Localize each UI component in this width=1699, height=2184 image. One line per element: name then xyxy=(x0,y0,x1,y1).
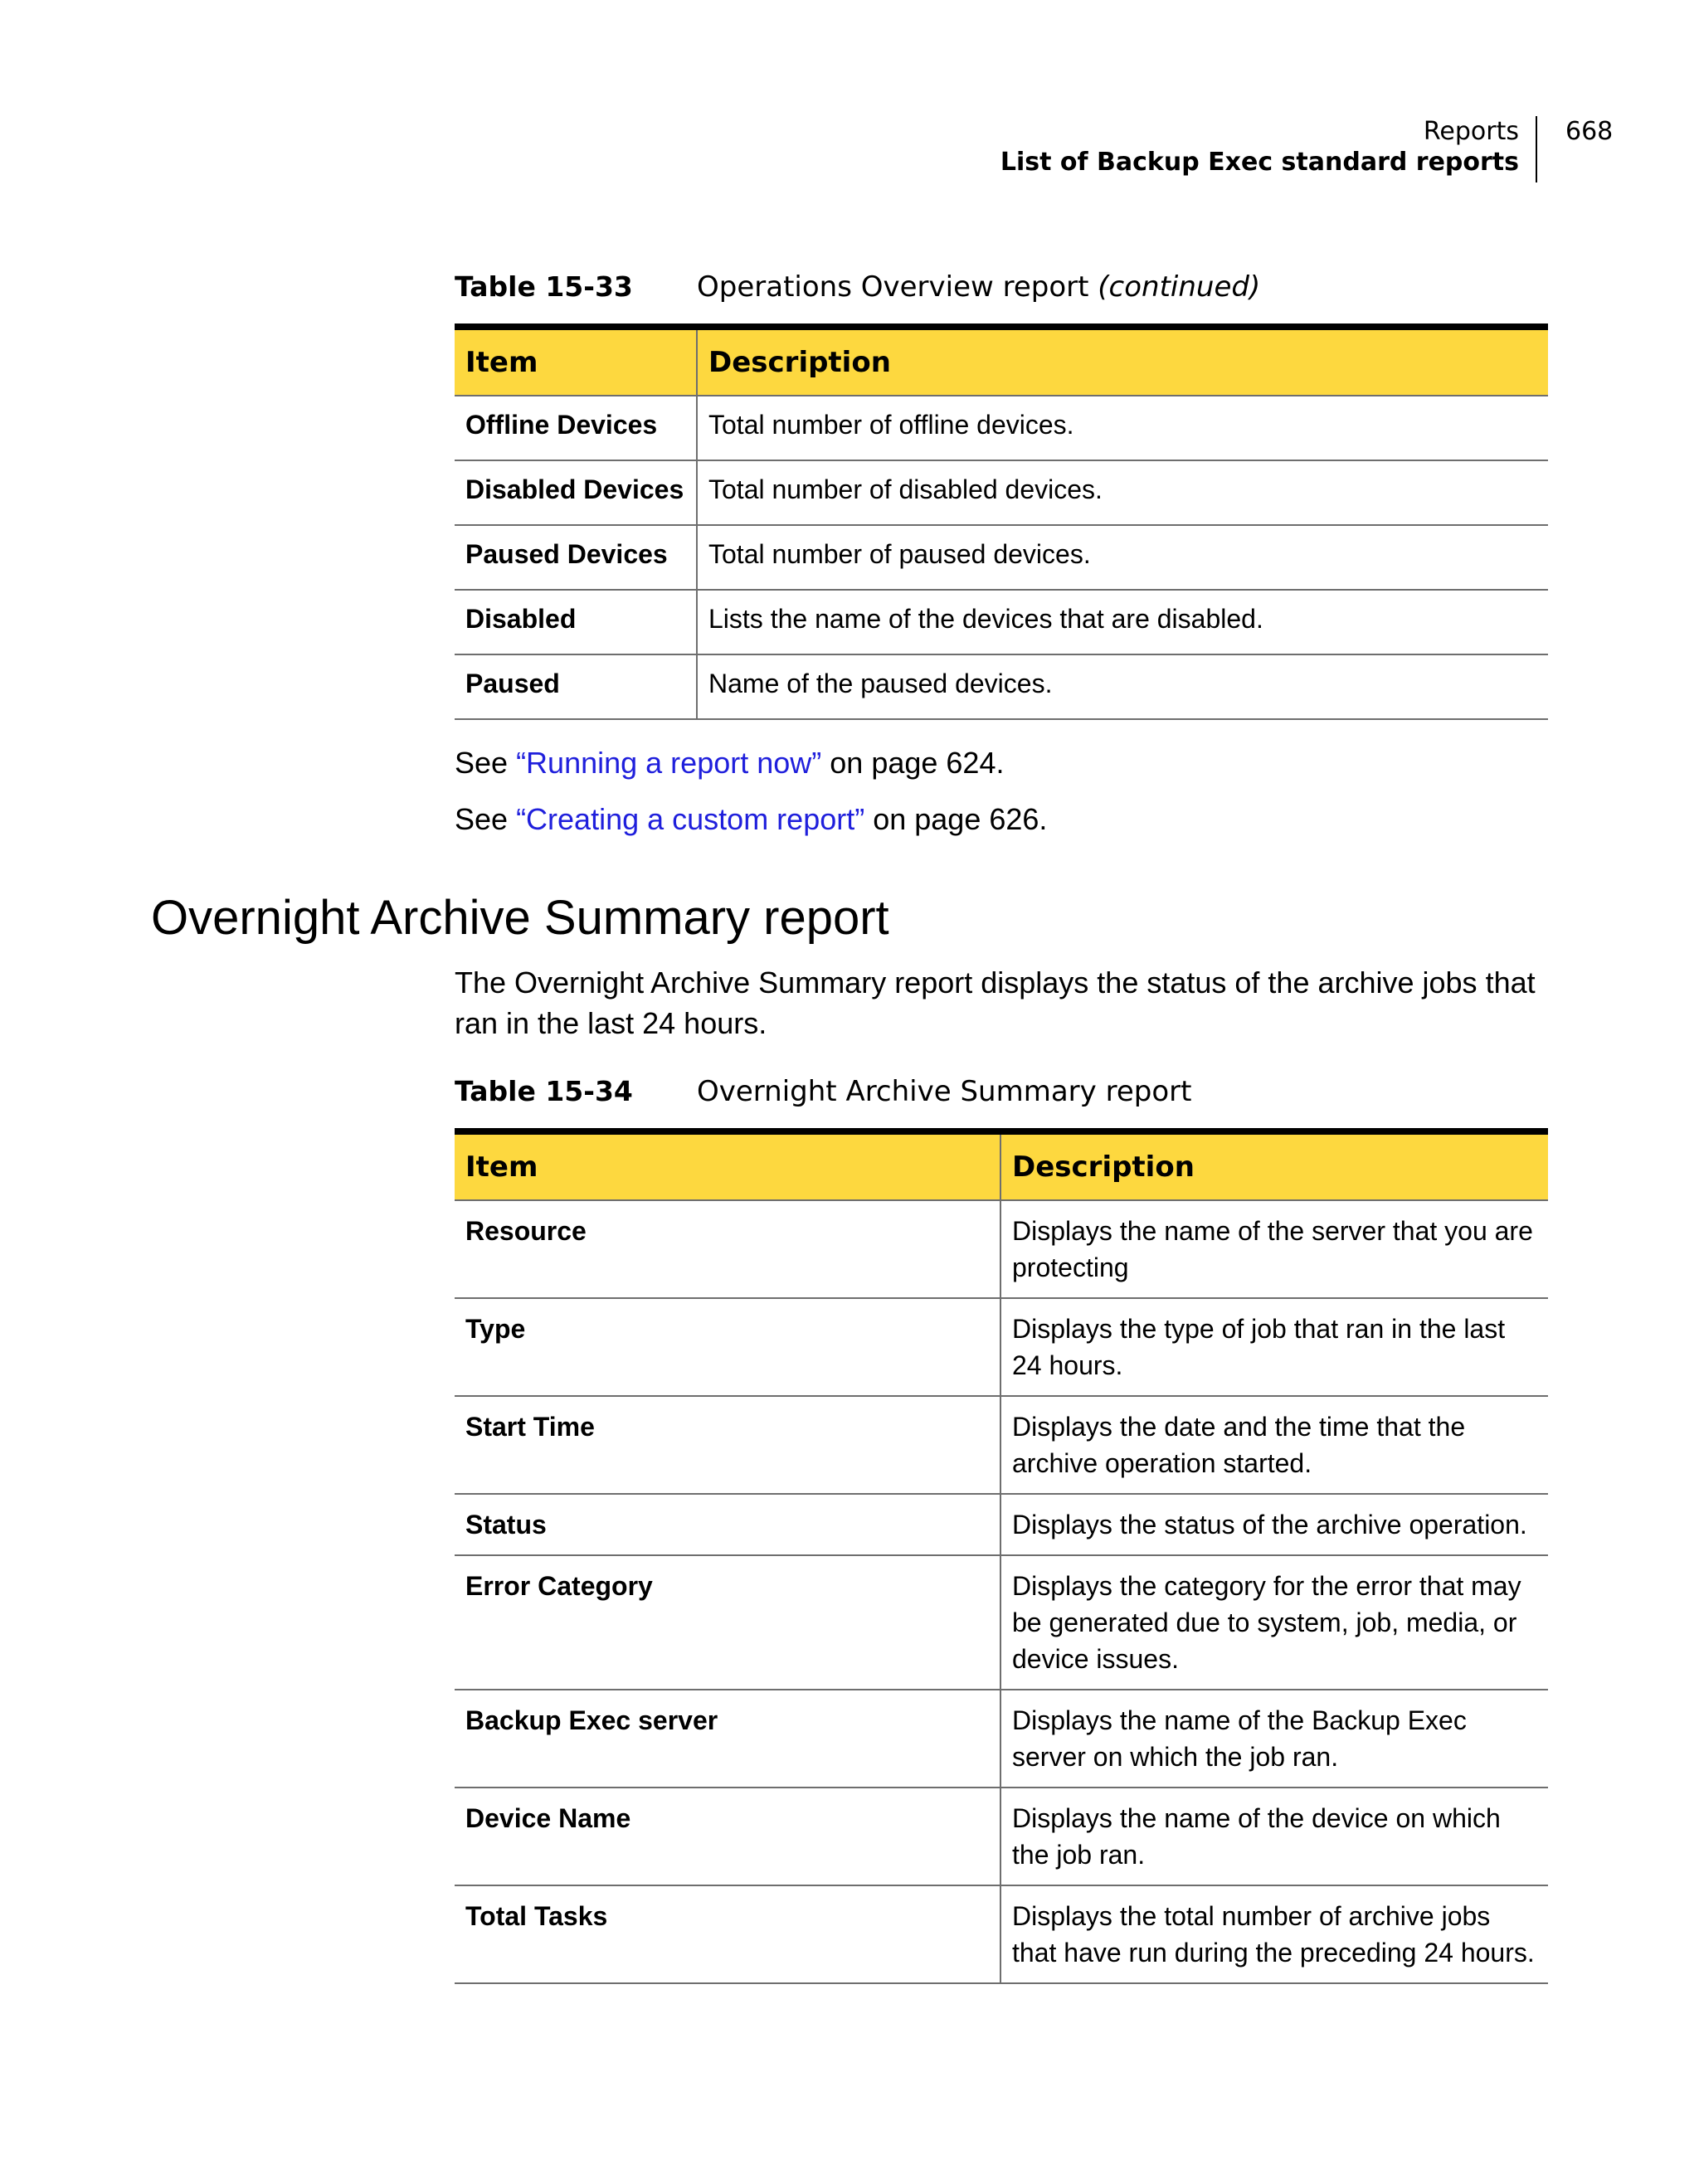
link-running-a-report-now[interactable]: “Running a report now” xyxy=(516,746,822,780)
table-caption-15-34 xyxy=(455,1075,1191,1108)
description-cell: Total number of offline devices. xyxy=(697,396,1548,460)
description-cell: Displays the date and the time that the archive operation started. xyxy=(1000,1396,1548,1494)
link-creating-a-custom-report[interactable]: “Creating a custom report” xyxy=(516,802,865,836)
table-row xyxy=(455,1885,1548,1983)
table-row xyxy=(455,460,1548,525)
table-header-row xyxy=(455,327,1548,396)
description-cell: Total number of paused devices. xyxy=(697,525,1548,590)
table-header-row xyxy=(455,1131,1548,1200)
table-row xyxy=(455,1555,1548,1690)
table-title: Operations Overview report (continued) xyxy=(697,270,1261,304)
column-header-item: Item xyxy=(455,327,697,396)
item-cell: Status xyxy=(455,1494,1000,1555)
operations-overview-table xyxy=(455,323,1548,720)
description-cell: Displays the status of the archive operation. xyxy=(1000,1494,1548,1555)
item-cell: Start Time xyxy=(455,1396,1000,1494)
page-number: 668 xyxy=(1565,117,1614,146)
item-cell: Paused xyxy=(455,654,697,719)
table-row xyxy=(455,590,1548,654)
table-row xyxy=(455,1200,1548,1298)
item-cell: Disabled xyxy=(455,590,697,654)
table-row xyxy=(455,396,1548,460)
description-cell: Displays the type of job that ran in the last 24 hours. xyxy=(1000,1298,1548,1396)
overnight-archive-summary-table xyxy=(455,1128,1548,1984)
continued-label: (continued) xyxy=(1098,270,1261,304)
column-header-item: Item xyxy=(455,1131,1000,1200)
table-number: Table 15-33 xyxy=(455,270,633,303)
item-cell: Offline Devices xyxy=(455,396,697,460)
running-header xyxy=(1000,116,1537,182)
item-cell: Device Name xyxy=(455,1788,1000,1885)
description-cell: Lists the name of the devices that are disabled. xyxy=(697,590,1548,654)
description-cell: Total number of disabled devices. xyxy=(697,460,1548,525)
item-cell: Disabled Devices xyxy=(455,460,697,525)
table-row xyxy=(455,1298,1548,1396)
column-header-description: Description xyxy=(1000,1131,1548,1200)
table-row xyxy=(455,525,1548,590)
description-cell: Displays the name of the device on which the job ran. xyxy=(1000,1788,1548,1885)
header-chapter: Reports xyxy=(1423,117,1519,146)
section-heading: Overnight Archive Summary report xyxy=(151,891,889,945)
table-caption-15-33 xyxy=(455,270,1260,304)
description-cell: Displays the category for the error that may be generated due to system, job, media, or device issues. xyxy=(1000,1555,1548,1690)
item-cell: Type xyxy=(455,1298,1000,1396)
table-row xyxy=(455,1396,1548,1494)
description-cell: Displays the name of the server that you are protecting xyxy=(1000,1200,1548,1298)
section-intro: The Overnight Archive Summary report displays the status of the archive jobs that ran in the last 24 hours. xyxy=(455,966,1536,1040)
description-cell: Displays the total number of archive jobs that have run during the preceding 24 hours. xyxy=(1000,1885,1548,1983)
description-cell: Name of the paused devices. xyxy=(697,654,1548,719)
item-cell: Resource xyxy=(455,1200,1000,1298)
table-number: Table 15-34 xyxy=(455,1075,633,1107)
item-cell: Error Category xyxy=(455,1555,1000,1690)
item-cell: Backup Exec server xyxy=(455,1690,1000,1788)
table-row xyxy=(455,1494,1548,1555)
description-cell: Displays the name of the Backup Exec server on which the job ran. xyxy=(1000,1690,1548,1788)
header-section: List of Backup Exec standard reports xyxy=(1000,148,1519,177)
table-row xyxy=(455,1788,1548,1885)
table-title: Overnight Archive Summary report xyxy=(697,1075,1192,1108)
table-row xyxy=(455,654,1548,719)
column-header-description: Description xyxy=(697,327,1548,396)
xref-running-report: See “Running a report now” on page 624. xyxy=(455,746,1005,780)
item-cell: Total Tasks xyxy=(455,1885,1000,1983)
xref-custom-report: See “Creating a custom report” on page 626. xyxy=(455,802,1048,836)
table-row xyxy=(455,1690,1548,1788)
item-cell: Paused Devices xyxy=(455,525,697,590)
